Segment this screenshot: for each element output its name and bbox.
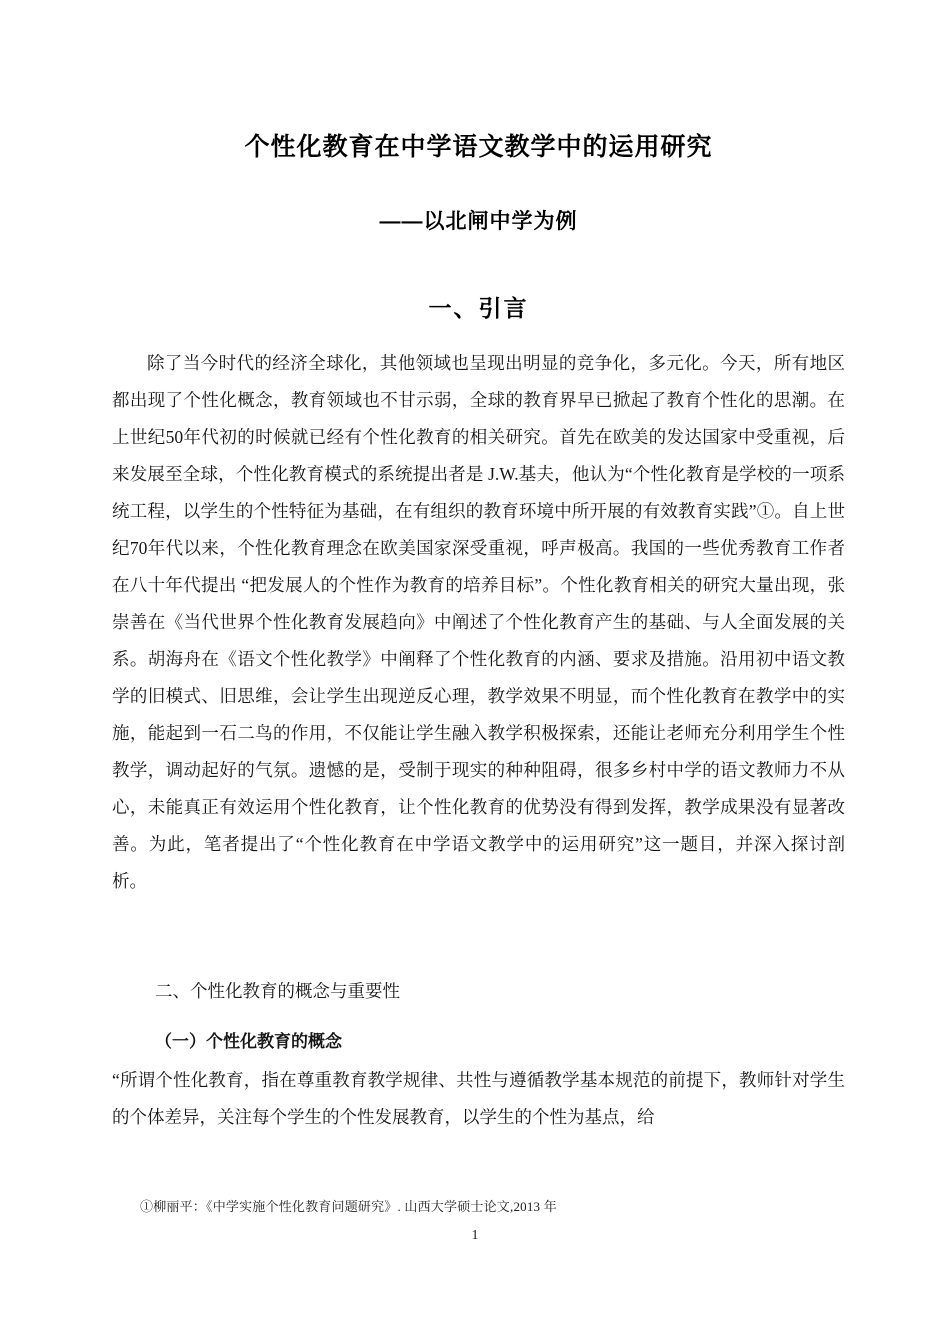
doc-title: 个性化教育在中学语文教学中的运用研究	[244, 133, 713, 161]
footnote: ①柳丽平：《中学实施个性化教育问题研究》. 山西大学硕士论文,2013 年	[140, 1199, 557, 1214]
doc-subtitle: ——以北闸中学为例	[379, 210, 578, 233]
section-1-paragraph: 除了当今时代的经济全球化，其他领域也呈现出明显的竞争化，多元化。今天，所有地区都出现了个性化概念，教育领域也不甘示弱，全球的教育界早已掀起了教育个性化的思潮。在上世纪50年代初的时候就已经有个性化教育的相关研究。首先在欧美的发达国家中受重视，后来发展至全球，个性化教育模式的系统提出者是 J.W.基夫，他认为“个性化教育是学校的一项系统工程，以学生的个性特征为基础，在有组织的教育环境中所开展的有效教育实践”①。自上世纪70年代以来，个性化教育理念在欧美国家深受重视，呼声极高。我国的一些优秀教育工作者在八十年代提出 “把发展人的个性作为教育的培养目标”。个性化教育相关的研究大量出现，张崇善在《当代世界个性化教育发展趋向》中阐述了个性化教育产生的基础、与人全面发展的关系。胡海舟在《语文个性化教学》中阐释了个性化教育的内涵、要求及措施。沿用初中语文教学的旧模式、旧思维，会让学生出现逆反心理，教学效果不明显，而个性化教育在教学中的实施，能起到一石二鸟的作用，不仅能让学生融入教学积极探索，还能让老师充分利用学生个性教学，调动起好的气氛。遗憾的是，受制于现实的种种阻碍，很多乡村中学的语文教师力不从心，未能真正有效运用个性化教育，让个性化教育的优势没有得到发挥，教学成果没有显著改善。为此，笔者提出了“个性化教育在中学语文教学中的运用研究”这一题目，并深入探讨剖析。	[112, 353, 845, 891]
section-2-paragraph: “所谓个性化教育，指在尊重教育教学规律、共性与遵循教学基本规范的前提下，教师针对学生的个体差异，关注每个学生的个性发展教育，以学生的个性为基点，给	[112, 1070, 845, 1127]
section-2-heading: 二、个性化教育的概念与重要性	[155, 981, 400, 1001]
section-1-heading: 一、引言	[428, 295, 529, 321]
section-2-subheading: （一）个性化教育的概念	[155, 1032, 342, 1051]
page-number: 1	[471, 1228, 479, 1243]
